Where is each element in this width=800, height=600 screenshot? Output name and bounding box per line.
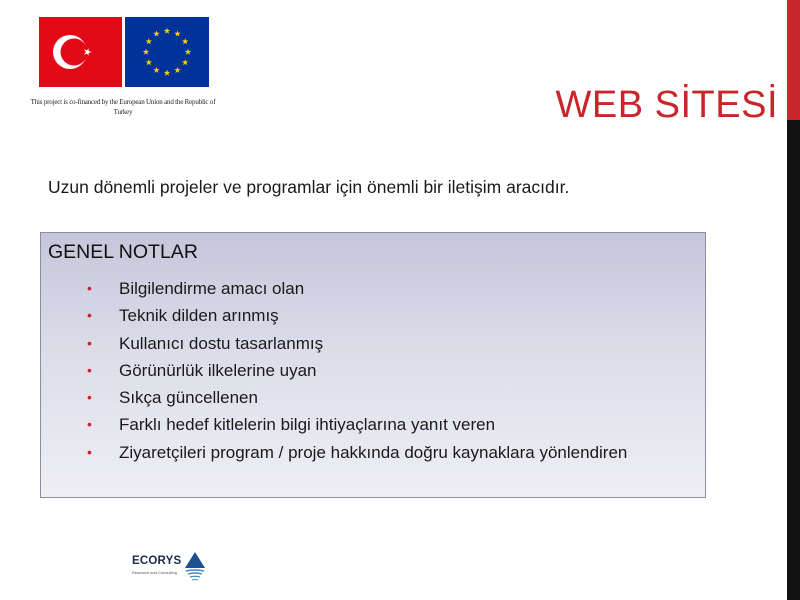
- list-item: • Bilgilendirme amacı olan: [87, 275, 697, 302]
- notes-heading: GENEL NOTLAR: [48, 241, 198, 263]
- intro-text: Uzun dönemli projeler ve programlar için önemli bir iletişim aracıdır.: [48, 177, 570, 197]
- side-bar: [787, 120, 800, 600]
- cofunding-statement: This project is co-financed by the European Union and the Republic of Turkey: [30, 98, 216, 116]
- list-item: • Görünürlük ilkelerine uyan: [87, 357, 697, 384]
- bullet-icon: •: [87, 307, 92, 324]
- logo-subtitle: Research and Consulting: [132, 570, 177, 575]
- eu-flag-icon: [125, 17, 209, 87]
- turkey-flag-icon: [39, 17, 122, 87]
- bullet-icon: •: [87, 334, 92, 351]
- bullet-icon: •: [87, 416, 92, 433]
- ecorys-mark-icon: [184, 551, 206, 583]
- logo-name: ECORYS: [132, 555, 182, 567]
- bullet-icon: •: [87, 280, 92, 296]
- accent-bar: [787, 0, 800, 120]
- bullet-icon: •: [87, 389, 92, 406]
- list-item: • Kullanıcı dostu tasarlanmış: [87, 330, 697, 357]
- list-item: • Ziyaretçileri program / proje hakkında doğru kaynaklara yönlendiren: [87, 439, 697, 466]
- notes-list: [87, 275, 697, 466]
- list-item: • Teknik dilden arınmış: [87, 302, 697, 329]
- bullet-icon: •: [87, 443, 92, 460]
- page-title: WEB SİTESİ: [555, 84, 778, 126]
- list-item: • Farklı hedef kitlelerin bilgi ihtiyaçlarına yanıt veren: [87, 411, 697, 438]
- list-item: • Sıkça güncellenen: [87, 384, 697, 411]
- notes-panel: [40, 232, 706, 498]
- ecorys-logo: [132, 550, 212, 584]
- bullet-icon: •: [87, 361, 92, 378]
